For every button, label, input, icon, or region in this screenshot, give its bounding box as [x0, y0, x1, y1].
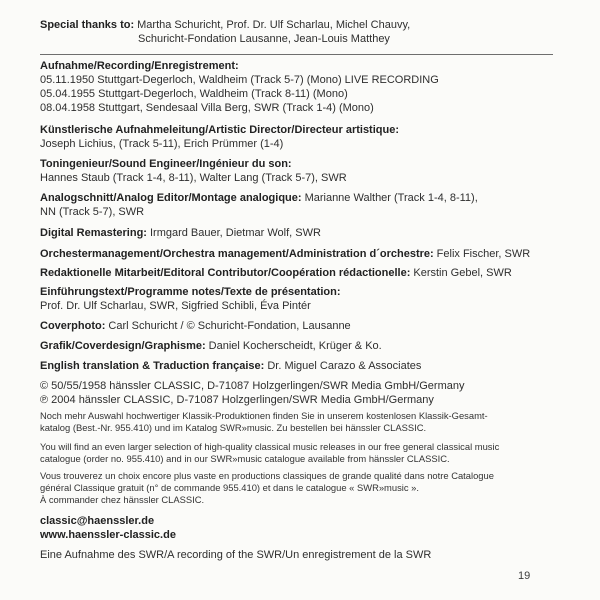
- sound-engineer-section: [40, 157, 564, 185]
- catalog-note-english-line1: You will find an even larger selection of high-quality classical music releases in our free general classical music: [40, 441, 500, 452]
- digital-remastering-label: Digital Remastering:: [40, 227, 147, 239]
- editorial-contributor-line: [40, 266, 564, 280]
- digital-remastering-names: Irmgard Bauer, Dietmar Wolf, SWR: [149, 227, 321, 239]
- phonogram-line: ℗ 2004 hänssler CLASSIC, D-71087 Holzgerlingen/SWR Media GmbH/Germany: [40, 394, 434, 406]
- page-number: 19: [518, 570, 531, 582]
- swr-recording-note: Eine Aufnahme des SWR/A recording of the SWR/Un enregistrement de la SWR: [40, 549, 432, 561]
- copyright-section: [40, 379, 564, 407]
- catalog-note-french-line3: À commander chez hänssler CLASSIC.: [40, 494, 205, 505]
- coverphoto-label: Coverphoto:: [40, 320, 106, 332]
- recording-date-2: 05.04.1955 Stuttgart-Degerloch, Waldheim (Track 8-11) (Mono): [40, 88, 348, 100]
- analog-editor-names-1: Marianne Walther (Track 1-4, 8-11),: [304, 192, 478, 204]
- graphics-label: Grafik/Coverdesign/Graphisme:: [40, 340, 206, 352]
- sound-engineer-heading: Toningenieur/Sound Engineer/Ingénieur du son:: [40, 158, 292, 170]
- special-thanks-names-1: Martha Schuricht, Prof. Dr. Ulf Scharlau, Michel Chauvy,: [137, 19, 411, 31]
- analog-editor-line1: [40, 191, 564, 205]
- recording-section: [40, 59, 564, 115]
- editorial-contributor-label: Redaktionelle Mitarbeit/Editoral Contributor/Coopération rédactionelle:: [40, 267, 411, 279]
- translation-label: English translation & Traduction française:: [40, 360, 265, 372]
- catalog-note-german-line2: katalog (Best.-Nr. 955.410) und im Katalog SWR»music. Zu bestellen bei hänssler CLASSIC.: [40, 422, 427, 433]
- graphics-line: [40, 339, 564, 353]
- orchestra-management-names: Felix Fischer, SWR: [436, 248, 531, 260]
- analog-editor-label: Analogschnitt/Analog Editor/Montage analogique:: [40, 192, 302, 204]
- catalog-note-english-line2: catalogue (order no. 955.410) and in our SWR»music catalogue available from hänssler CLASSIC.: [40, 453, 450, 464]
- analog-editor-section: [40, 191, 564, 219]
- translation-names: Dr. Miguel Carazo & Associates: [267, 360, 422, 372]
- graphics-names: Daniel Kocherscheidt, Krüger & Ko.: [208, 340, 382, 352]
- programme-notes-heading: Einführungstext/Programme notes/Texte de présentation:: [40, 286, 341, 298]
- copyright-line: © 50/55/1958 hänssler CLASSIC, D-71087 Holzgerlingen/SWR Media GmbH/Germany: [40, 380, 465, 392]
- recording-heading: Aufnahme/Recording/Enregistrement:: [40, 60, 239, 72]
- artistic-director-heading: Künstlerische Aufnahmeleitung/Artistic Director/Directeur artistique:: [40, 124, 399, 136]
- coverphoto-credit: Carl Schuricht / © Schuricht-Fondation, Lausanne: [108, 320, 351, 332]
- separator-line: [40, 54, 553, 55]
- catalog-note-german-line1: Noch mehr Auswahl hochwertiger Klassik-Produktionen finden Sie in unserem kostenlosen Klassik-Gesamt-: [40, 410, 488, 421]
- artistic-director-names: Joseph Lichius, (Track 5-11), Erich Prümmer (1-4): [40, 138, 284, 150]
- programme-notes-section: [40, 285, 564, 313]
- analog-editor-names-2: NN (Track 5-7), SWR: [40, 206, 145, 218]
- catalog-note-english: [40, 441, 564, 465]
- sound-engineer-names: Hannes Staub (Track 1-4, 8-11), Walter Lang (Track 5-7), SWR: [40, 172, 347, 184]
- catalog-note-german: [40, 410, 564, 434]
- programme-notes-names: Prof. Dr. Ulf Scharlau, SWR, Sigfried Schibli, Éva Pintér: [40, 300, 311, 312]
- catalog-note-french: [40, 470, 564, 506]
- orchestra-management-label: Orchestermanagement/Orchestra management/Administration d´orchestre:: [40, 248, 434, 260]
- editorial-contributor-names: Kerstin Gebel, SWR: [413, 267, 512, 279]
- special-thanks-section: [40, 18, 564, 46]
- special-thanks-label: Special thanks to:: [40, 19, 135, 31]
- contact-website: www.haenssler-classic.de: [40, 529, 176, 541]
- coverphoto-line: [40, 319, 564, 333]
- special-thanks-names-2: Schuricht-Fondation Lausanne, Jean-Louis Matthey: [138, 33, 390, 45]
- orchestra-management-line: [40, 247, 564, 261]
- digital-remastering-line: [40, 226, 564, 240]
- translation-line: [40, 359, 564, 373]
- catalog-note-french-line2: général Classique gratuit (n° de commande 955.410) et dans le catalogue « SWR»music ».: [40, 482, 419, 493]
- catalog-note-french-line1: Vous trouverez un choix encore plus vaste en productions classiques de grande qualité dans notre Catalogue: [40, 470, 494, 481]
- contact-email: classic@haenssler.de: [40, 515, 155, 527]
- recording-date-3: 08.04.1958 Stuttgart, Sendesaal Villa Berg, SWR (Track 1-4) (Mono): [40, 102, 374, 114]
- recording-date-1: 05.11.1950 Stuttgart-Degerloch, Waldheim (Track 5-7) (Mono) LIVE RECORDING: [40, 74, 439, 86]
- special-thanks-line1: [40, 18, 564, 32]
- artistic-director-section: [40, 123, 564, 151]
- contact-section: [40, 514, 564, 542]
